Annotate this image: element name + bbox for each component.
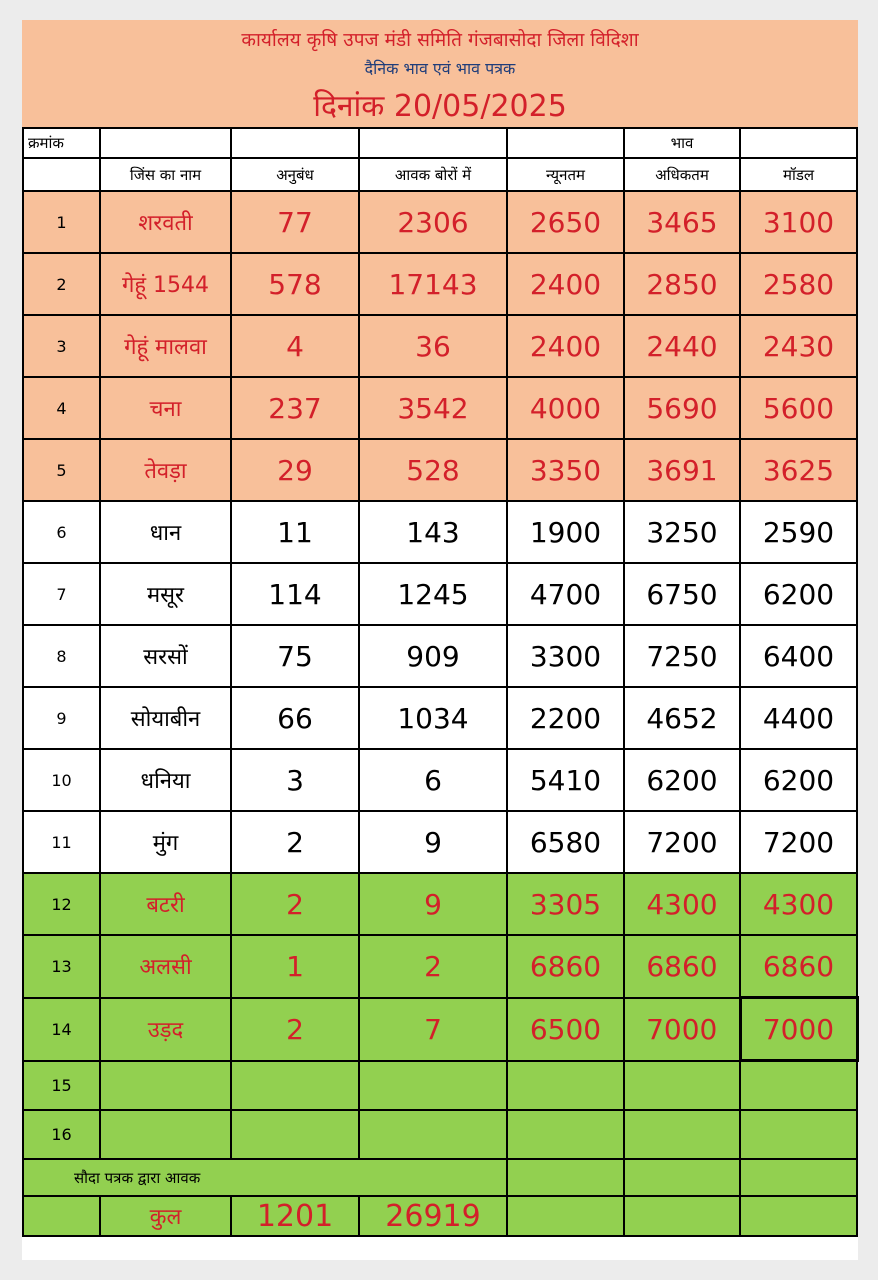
cell-max: 4652 [624, 687, 740, 749]
cell-contract: 237 [231, 377, 359, 439]
cell-min: 4000 [507, 377, 624, 439]
cell-modal: 7200 [740, 811, 857, 873]
col-arrival-header: आवक बोरों में [359, 158, 507, 191]
cell-sno: 3 [23, 315, 100, 377]
col-min-header: न्यूनतम [507, 158, 624, 191]
cell-sno: 11 [23, 811, 100, 873]
cell-contract: 66 [231, 687, 359, 749]
cell-min: 3300 [507, 625, 624, 687]
cell-contract: 2 [231, 873, 359, 935]
table-row [23, 998, 857, 1061]
cell-contract: 3 [231, 749, 359, 811]
cell-empty [624, 1196, 740, 1236]
header-row-2 [23, 158, 857, 191]
header-cell-empty [23, 158, 100, 191]
cell-name: धान [100, 501, 231, 563]
sheet-subtitle: दैनिक भाव एवं भाव पत्रक [364, 59, 516, 78]
cell-modal: 2430 [740, 315, 857, 377]
cell-arrival: 36 [359, 315, 507, 377]
cell-sno: 14 [23, 998, 100, 1061]
rate-sheet [22, 20, 858, 1260]
cell-empty [231, 1110, 359, 1159]
cell-min: 2400 [507, 253, 624, 315]
cell-name: सोयाबीन [100, 687, 231, 749]
cell-arrival: 9 [359, 873, 507, 935]
cell-sno: 13 [23, 935, 100, 998]
cell-sno: 9 [23, 687, 100, 749]
cell-empty [507, 1061, 624, 1111]
cell-modal: 2590 [740, 501, 857, 563]
cell-empty [231, 1061, 359, 1111]
cell-sno: 5 [23, 439, 100, 501]
cell-name: चना [100, 377, 231, 439]
cell-arrival: 17143 [359, 253, 507, 315]
cell-max: 7200 [624, 811, 740, 873]
cell-name: सरसों [100, 625, 231, 687]
cell-sno: 4 [23, 377, 100, 439]
cell-name: बटरी [100, 873, 231, 935]
cell-arrival: 528 [359, 439, 507, 501]
cell-modal: 2580 [740, 253, 857, 315]
col-price-group-header: भाव [624, 128, 740, 158]
total-contract: 1201 [231, 1196, 359, 1236]
cell-max: 6860 [624, 935, 740, 998]
total-label: कुल [100, 1196, 231, 1236]
cell-min: 2650 [507, 191, 624, 253]
cell-empty [624, 1110, 740, 1159]
cell-empty [740, 1061, 857, 1111]
cell-empty [740, 1110, 857, 1159]
header-cell-empty [740, 128, 857, 158]
cell-contract: 75 [231, 625, 359, 687]
blank-row [23, 1110, 857, 1159]
cell-modal: 7000 [740, 998, 857, 1061]
cell-empty [624, 1159, 740, 1196]
cell-empty [507, 1159, 624, 1196]
table-row [23, 253, 857, 315]
cell-contract: 2 [231, 998, 359, 1061]
cell-max: 4300 [624, 873, 740, 935]
cell-name: मुंग [100, 811, 231, 873]
cell-arrival: 2306 [359, 191, 507, 253]
price-table [22, 127, 859, 1237]
cell-sno: 6 [23, 501, 100, 563]
cell-name: तेवड़ा [100, 439, 231, 501]
table-row [23, 501, 857, 563]
cell-max: 2440 [624, 315, 740, 377]
cell-empty [740, 1196, 857, 1236]
header-row-1 [23, 128, 857, 158]
cell-modal: 6200 [740, 749, 857, 811]
col-commodity-header: जिंस का नाम [100, 158, 231, 191]
cell-modal: 6400 [740, 625, 857, 687]
cell-name: अलसी [100, 935, 231, 998]
col-contract-header: अनुबंध [231, 158, 359, 191]
cell-name: शरवती [100, 191, 231, 253]
cell-contract: 29 [231, 439, 359, 501]
cell-empty [359, 1110, 507, 1159]
cell-sno: 16 [23, 1110, 100, 1159]
cell-max: 3465 [624, 191, 740, 253]
cell-sno: 2 [23, 253, 100, 315]
total-row [23, 1196, 857, 1236]
cell-min: 5410 [507, 749, 624, 811]
cell-arrival: 7 [359, 998, 507, 1061]
total-arrival: 26919 [359, 1196, 507, 1236]
col-serial-header: क्रमांक [23, 128, 100, 158]
cell-min: 3350 [507, 439, 624, 501]
cell-min: 6500 [507, 998, 624, 1061]
cell-max: 3691 [624, 439, 740, 501]
header-cell-empty [359, 128, 507, 158]
cell-contract: 77 [231, 191, 359, 253]
cell-modal: 5600 [740, 377, 857, 439]
cell-name: गेहूं 1544 [100, 253, 231, 315]
sheet-header [22, 20, 858, 127]
cell-arrival: 143 [359, 501, 507, 563]
cell-contract: 4 [231, 315, 359, 377]
cell-empty [740, 1159, 857, 1196]
cell-empty [23, 1196, 100, 1236]
col-max-header: अधिकतम [624, 158, 740, 191]
table-row [23, 811, 857, 873]
header-cell-empty [507, 128, 624, 158]
cell-modal: 4400 [740, 687, 857, 749]
cell-arrival: 6 [359, 749, 507, 811]
cell-modal: 3100 [740, 191, 857, 253]
cell-name: उड़द [100, 998, 231, 1061]
cell-max: 6750 [624, 563, 740, 625]
cell-name: मसूर [100, 563, 231, 625]
sheet-date: दिनांक 20/05/2025 [313, 89, 567, 124]
header-cell-empty [100, 128, 231, 158]
cell-empty [507, 1110, 624, 1159]
cell-min: 6860 [507, 935, 624, 998]
cell-sno: 15 [23, 1061, 100, 1111]
cell-contract: 1 [231, 935, 359, 998]
office-title: कार्यालय कृषि उपज मंडी समिति गंजबासोदा जिला विदिशा [241, 29, 639, 51]
cell-min: 1900 [507, 501, 624, 563]
cell-max: 7250 [624, 625, 740, 687]
table-row [23, 749, 857, 811]
cell-contract: 114 [231, 563, 359, 625]
cell-contract: 578 [231, 253, 359, 315]
cell-sno: 10 [23, 749, 100, 811]
cell-min: 6580 [507, 811, 624, 873]
cell-contract: 2 [231, 811, 359, 873]
cell-max: 2850 [624, 253, 740, 315]
table-row [23, 625, 857, 687]
cell-sno: 1 [23, 191, 100, 253]
cell-contract: 11 [231, 501, 359, 563]
cell-arrival: 1034 [359, 687, 507, 749]
cell-empty [100, 1061, 231, 1111]
table-row [23, 439, 857, 501]
cell-name: धनिया [100, 749, 231, 811]
cell-modal: 6860 [740, 935, 857, 998]
cell-empty [624, 1061, 740, 1111]
cell-arrival: 1245 [359, 563, 507, 625]
table-row [23, 563, 857, 625]
cell-max: 6200 [624, 749, 740, 811]
cell-empty [359, 1061, 507, 1111]
table-row [23, 191, 857, 253]
cell-modal: 6200 [740, 563, 857, 625]
sauda-label: सौदा पत्रक द्वारा आवक [23, 1159, 507, 1196]
sauda-row [23, 1159, 857, 1196]
cell-max: 3250 [624, 501, 740, 563]
table-row [23, 873, 857, 935]
cell-max: 7000 [624, 998, 740, 1061]
cell-empty [507, 1196, 624, 1236]
cell-arrival: 909 [359, 625, 507, 687]
cell-arrival: 9 [359, 811, 507, 873]
cell-empty [100, 1110, 231, 1159]
cell-modal: 4300 [740, 873, 857, 935]
cell-arrival: 2 [359, 935, 507, 998]
cell-min: 4700 [507, 563, 624, 625]
table-row [23, 315, 857, 377]
blank-row [23, 1061, 857, 1111]
cell-min: 2200 [507, 687, 624, 749]
cell-min: 2400 [507, 315, 624, 377]
cell-max: 5690 [624, 377, 740, 439]
col-modal-header: मॉडल [740, 158, 857, 191]
table-row [23, 687, 857, 749]
header-cell-empty [231, 128, 359, 158]
table-row [23, 935, 857, 998]
cell-arrival: 3542 [359, 377, 507, 439]
cell-sno: 12 [23, 873, 100, 935]
cell-modal: 3625 [740, 439, 857, 501]
cell-sno: 8 [23, 625, 100, 687]
cell-min: 3305 [507, 873, 624, 935]
cell-name: गेहूं मालवा [100, 315, 231, 377]
table-row [23, 377, 857, 439]
cell-sno: 7 [23, 563, 100, 625]
